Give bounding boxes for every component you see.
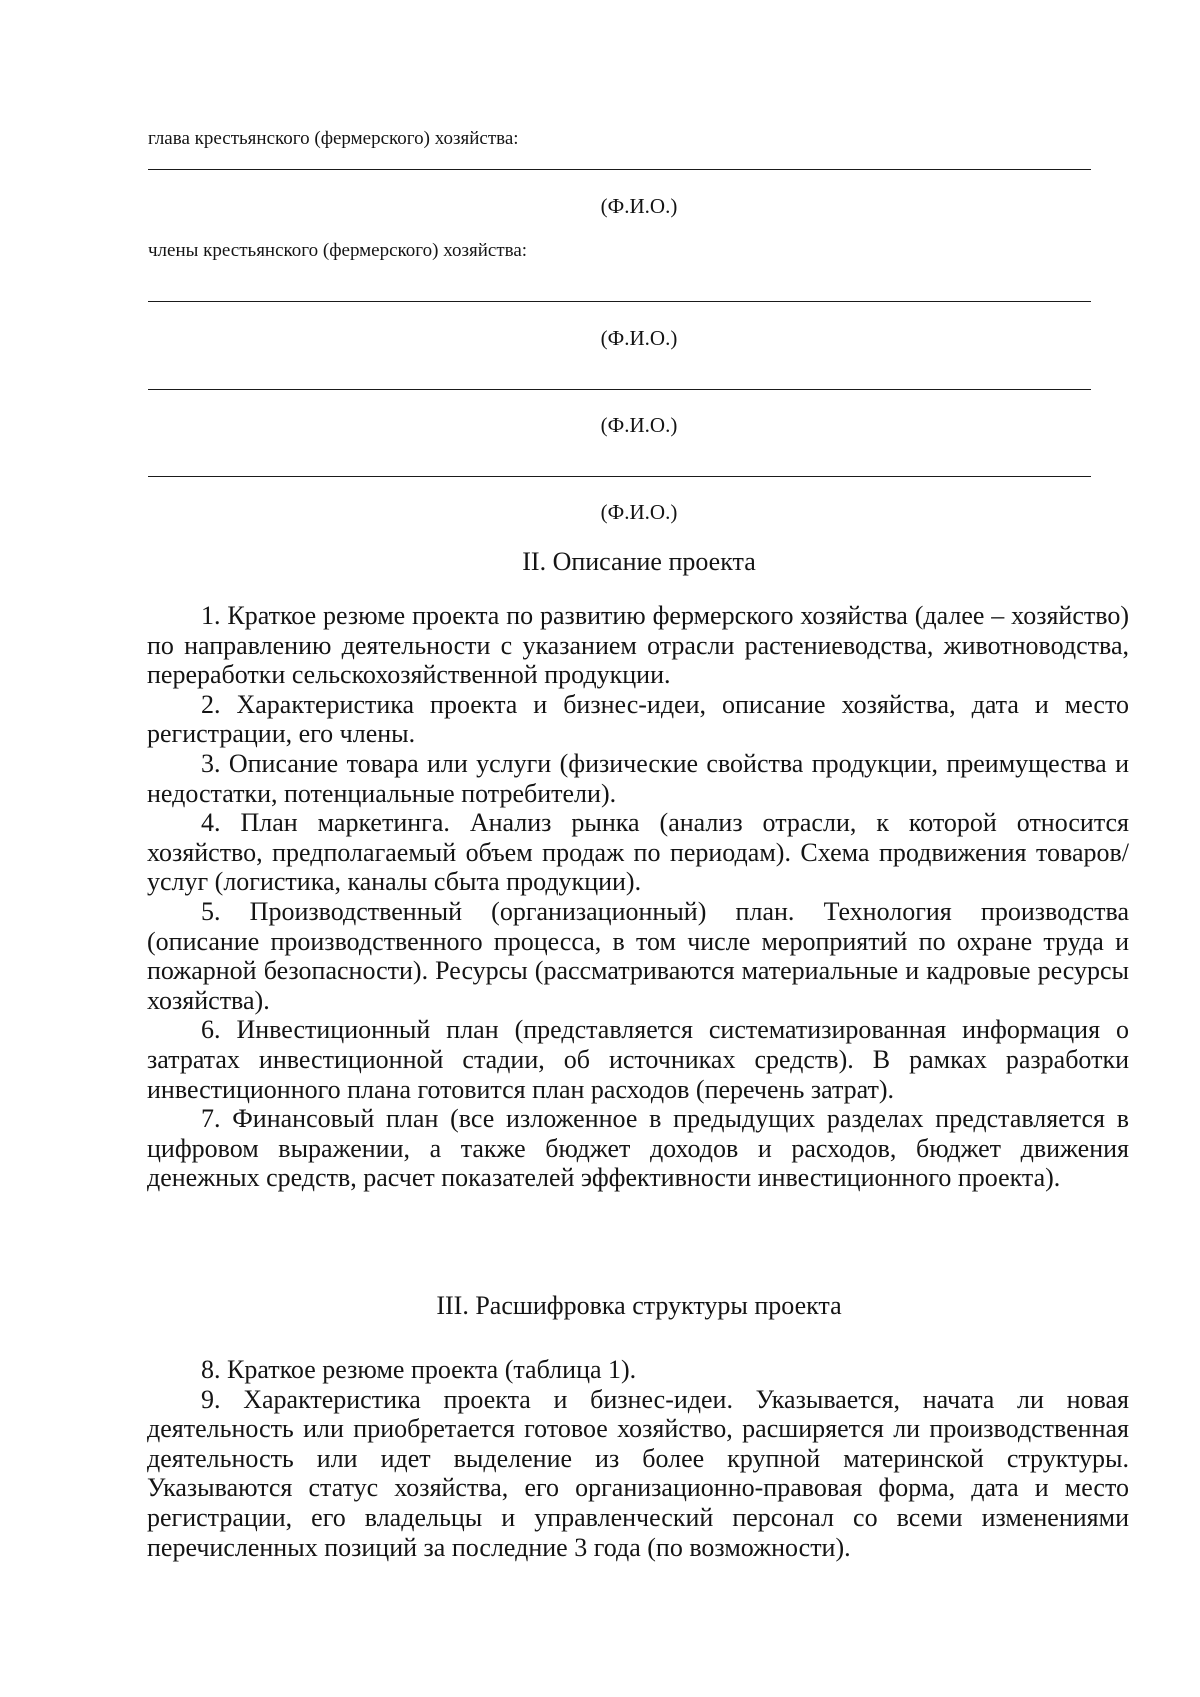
section-2-item-4: 4. План маркетинга. Анализ рынка (анализ отрасли, к которой относится хозяйство, предполагаемый объем продаж по периодам). Схема продвижения товаров/услуг (логистика, каналы сбыта продукции).: [147, 808, 1129, 897]
section-2-title: II. Описание проекта: [522, 547, 756, 576]
farm-members-label: члены крестьянского (фермерского) хозяйства:: [148, 240, 528, 261]
fio-caption-member-2: (Ф.И.О.): [600, 413, 678, 437]
member-signature-line-2: [148, 389, 1091, 390]
fio-caption-member-3: (Ф.И.О.): [600, 500, 678, 524]
section-2-body: [147, 601, 1129, 1193]
section-3-item-8: 8. Краткое резюме проекта (таблица 1).: [201, 1355, 637, 1384]
section-3-body: [147, 1355, 1129, 1562]
member-signature-line-3: [148, 476, 1091, 477]
head-signature-line: [148, 169, 1091, 170]
head-of-farm-label: глава крестьянского (фермерского) хозяйства:: [148, 128, 519, 149]
section-2-item-2: 2. Характеристика проекта и бизнес-идеи, описание хозяйства, дата и место регистрации, его члены.: [147, 689, 1129, 749]
section-2-item-5: 5. Производственный (организационный) план. Технология производства (описание производственного процесса, в том числе мероприятий по охране труда и пожарной безопасности). Ресурсы (рассматриваются материальные и кадровые ресурсы хозяйства).: [147, 896, 1129, 1015]
section-2-item-3: 3. Описание товара или услуги (физические свойства продукции, преимущества и недостатки, потенциальные потребители).: [147, 748, 1129, 808]
section-2-item-1: 1. Краткое резюме проекта по развитию фермерского хозяйства (далее – хозяйство) по направлению деятельности с указанием отрасли растениеводства, животноводства, переработки сельскохозяйственной продукции.: [147, 601, 1129, 690]
fio-caption-member-1: (Ф.И.О.): [600, 326, 678, 350]
fio-caption-head: (Ф.И.О.): [600, 194, 678, 218]
section-2-item-6: 6. Инвестиционный план (представляется систематизированная информация о затратах инвестиционной стадии, об источниках средств). В рамках разработки инвестиционного плана готовится план расходов (перечень затрат).: [147, 1015, 1129, 1104]
section-3-title: III. Расшифровка структуры проекта: [436, 1291, 842, 1320]
member-signature-line-1: [148, 301, 1091, 302]
section-2-item-7: 7. Финансовый план (все изложенное в предыдущих разделах представляется в цифровом выражении, а также бюджет доходов и расходов, бюджет движения денежных средств, расчет показателей эффективности инвестиционного проекта).: [147, 1104, 1129, 1193]
section-3-item-9: 9. Характеристика проекта и бизнес-идеи. Указывается, начата ли новая деятельность или приобретается готовое хозяйство, расширяется ли производственная деятельность или идет выделение из более крупной материнской структуры. Указываются статус хозяйства, его организационно-правовая форма, дата и место регистрации, его владельцы и управленческий персонал со всеми изменениями перечисленных позиций за последние 3 года (по возможности).: [147, 1384, 1129, 1562]
